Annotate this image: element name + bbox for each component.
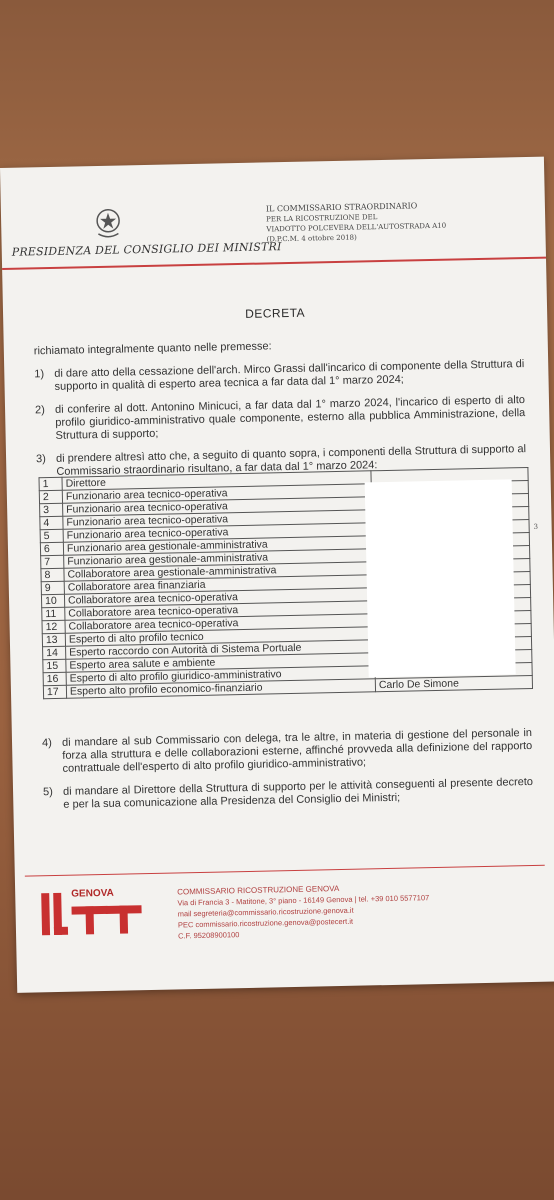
row-number: 6 — [40, 542, 63, 555]
item-number: 3) — [35, 453, 47, 466]
row-number: 12 — [42, 620, 65, 633]
redaction-box — [365, 479, 516, 677]
footer-divider — [25, 865, 545, 877]
role-cell: Esperto area salute e ambiente — [66, 653, 375, 672]
page-marker: 3 — [533, 522, 539, 531]
footer-line: C.F. 95208900100 — [178, 930, 240, 941]
role-cell: Funzionario area tecnico-operativa — [63, 497, 372, 516]
footer-contact — [177, 881, 430, 941]
row-number: 4 — [40, 516, 63, 529]
footer-line: PEC commissario.ricostruzione.genova@postecert.it — [177, 916, 354, 930]
presidenza-title: PRESIDENZA DEL CONSIGLIO DEI MINISTRI — [11, 240, 282, 259]
item-number: 5) — [42, 786, 53, 799]
logo-label: GENOVA — [71, 887, 114, 900]
row-number: 17 — [43, 685, 66, 698]
footer-line: Via di Francia 3 - Matitone, 3° piano - 16149 Genova | tel. +39 010 5577107 — [177, 893, 430, 908]
row-number: 14 — [43, 646, 66, 659]
decree-item — [43, 776, 533, 812]
item-number: 4) — [41, 737, 52, 750]
intro-text: richiamato integralmente quanto nelle premesse: — [33, 340, 272, 358]
role-cell: Esperto di alto profilo tecnico — [65, 627, 374, 646]
name-cell: Carlo De Simone — [375, 675, 532, 691]
role-cell: Esperto alto profilo economico-finanziario — [66, 679, 375, 698]
decree-body — [34, 335, 527, 489]
commissario-line: PER LA RICOSTRUZIONE DEL — [266, 213, 378, 224]
role-cell: Direttore — [62, 471, 371, 490]
commissario-line: (D.P.C.M. 4 ottobre 2018) — [266, 233, 357, 244]
item-text: di mandare al sub Commissario con delega, tra le altre, in materia di gestione del personale in forza alla struttura e delle collaborazioni esterne, affinché provveda alla definizione del rapporto contrattuale dell'esperto di alto profilo giuridico-amministrativo; — [61, 726, 533, 775]
item-text: di prendere altresì atto che, a seguito di quanto sopra, i componenti della Struttura di supporto al Commissario straordinario risultano, a far data dal 1° marzo 2024: — [55, 443, 527, 478]
decree-item — [34, 358, 524, 394]
item-text: di conferire al dott. Antonino Minicuci, a far data dal 1° marzo 2024, l'incarico di esperto di alto profilo giuridico-amministrativo quale componente, esterno alla pubblica Amministrazione, della Struttura di supporto; — [54, 394, 526, 442]
role-cell: Esperto di alto profilo giuridico-amministrativo — [66, 666, 375, 685]
row-number: 8 — [41, 568, 64, 581]
role-cell: Funzionario area gestionale-amministrativa — [64, 549, 373, 568]
decree-title: DECRETA — [244, 305, 306, 321]
document-page — [0, 157, 554, 993]
decree-item — [42, 727, 533, 776]
commissario-line: VIADOTTO POLCEVERA DELL'AUTOSTRADA A10 — [266, 221, 447, 234]
role-cell: Funzionario area gestionale-amministrativa — [63, 536, 372, 555]
item-text: di dare atto della cessazione dell'arch. Mirco Grassi dall'incarico di componente della Struttura di supporto in qualità di esperto area tecnica a far data dal 1° marzo 2024; — [54, 358, 525, 393]
row-number: 13 — [42, 633, 65, 646]
footer-line: mail segreteria@commissario.ricostruzione.genova.it — [177, 905, 354, 919]
row-number: 9 — [41, 581, 64, 594]
row-number: 11 — [42, 607, 65, 620]
decree-item — [35, 394, 526, 443]
item-text: di mandare al Direttore della Struttura di supporto per le attività conseguenti al presente decreto e per la sua comunicazione alla Presidenza del Consiglio dei Ministri; — [62, 775, 534, 811]
role-cell: Esperto raccordo con Autorità di Sistema Portuale — [66, 640, 375, 659]
role-cell: Collaboratore area gestionale-amministrativa — [64, 562, 373, 581]
role-cell: Funzionario area tecnico-operativa — [62, 484, 371, 503]
commissario-line: IL COMMISSARIO STRAORDINARIO — [265, 201, 418, 214]
italian-emblem-icon — [93, 205, 124, 242]
row-number: 16 — [43, 672, 66, 685]
row-number: 7 — [41, 555, 64, 568]
row-number: 1 — [39, 477, 62, 490]
row-number: 2 — [39, 490, 62, 503]
role-cell: Funzionario area tecnico-operativa — [63, 510, 372, 529]
role-cell: Collaboratore area tecnico-operativa — [65, 614, 374, 633]
item-number: 1) — [34, 368, 45, 381]
role-cell: Collaboratore area tecnico-operativa — [64, 588, 373, 607]
row-number: 3 — [40, 503, 63, 516]
commissario-heading — [266, 201, 447, 245]
role-cell: Collaboratore area finanziaria — [64, 575, 373, 594]
role-cell: Collaboratore area tecnico-operativa — [65, 601, 374, 620]
letterhead — [11, 197, 532, 268]
item-number: 2) — [34, 404, 45, 417]
row-number: 15 — [43, 659, 66, 672]
decree-body-continued — [42, 727, 534, 822]
footer-line: COMMISSARIO RICOSTRUZIONE GENOVA — [177, 884, 340, 897]
role-cell: Funzionario area tecnico-operativa — [63, 523, 372, 542]
row-number: 10 — [41, 594, 64, 607]
row-number: 5 — [40, 529, 63, 542]
